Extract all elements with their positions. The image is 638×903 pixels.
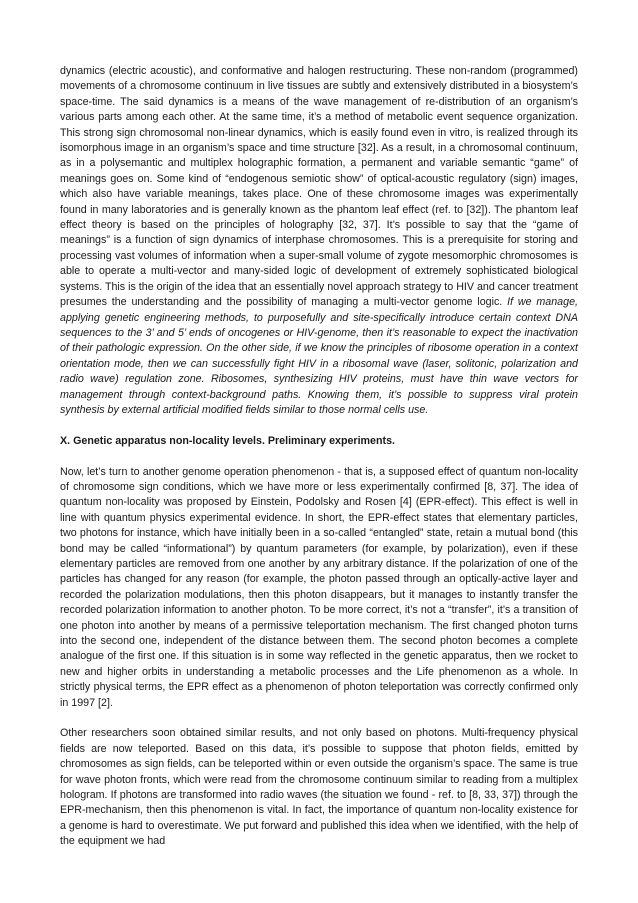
document-page [60, 64, 578, 865]
section-heading: X. Genetic apparatus non-locality levels. Preliminary experiments. [60, 434, 396, 447]
paragraph-3: Other researchers soon obtained similar results, and not only based on photons. Multi-frequency physical fields are now teleported. Based on this data, it’s possible to suppose that photon fields, emitted by chromosomes as sign fields, can be teleported within or even outside the organism’s space. The same is true for wave photon fronts, which were read from the chromosome continuum similar to reading from a multiplex hologram. If photons are transformed into radio waves (the situation we found - ref. to [8, 33, 37]) through the EPR-mechanism, then this phenomenon is vital. In fact, the importance of quantum non-locality existence for a genome is hard to overestimate. We put forward and published this idea when we identified, with the help of the equipment we had [60, 727, 578, 848]
paragraph-1-italic-text: If we manage, applying genetic engineering methods, to purposefully and site-specifically introduce certain context DNA sequences to the 3’ and 5’ ends of oncogenes or HIV-genome, then it’s reasonable to expect the inactivation of their pathologic expression. On the other side, if we know the principles of ribosome operation in a context orientation mode, then we can successfully fight HIV in a ribosomal wave (laser, solitonic, polarization and radio wave) regulation zone. Ribosomes, synthesizing HIV proteins, must have thin wave vectors for management through context-background paths. Knowing them, it’s possible to suppress viral protein synthesis by external artificial modified fields similar to those normal cells use. [60, 296, 578, 416]
paragraph-1-plain-text: dynamics (electric acoustic), and conformative and halogen restructuring. These non-random (programmed) movements of a chromosome continuum in live tissues are subtly and extensively distributed in a biosystem’s space-time. The said dynamics is a means of the wave management of re-distribution of an organism’s various parts among each other. At the same time, it’s a method of metabolic event sequence organization. This strong sign chromosomal non-linear dynamics, which is easily found even in vitro, is realized through its isomorphous image in an organism’s space and time structure [32]. As a result, in a chromosomal continuum, as in a polysemantic and multiplex holographic formation, a permanent and variable semantic “game” of meanings goes on. Some kind of “endogenous semiotic show” of optical-acoustic regulatory (sign) images, which also have variable meanings, takes place. One of these chromosome images was experimentally found in many laboratories and is generally known as the phantom leaf effect (ref. to [32]). The phantom leaf effect theory is based on the principles of holography [32, 37]. It’s possible to say that the “game of meanings” is a function of sign dynamics of interphase chromosomes. This is a prerequisite for storing and processing vast volumes of information when a super-small volume of zygote mesomorphic chromosomes is able to operate a multi-vector and many-sided logic of development of extremely sophisticated biological systems. This is the origin of the idea that an essentially novel approach strategy to HIV and cancer treatment presumes the understanding and the possibility of managing a multi-vector genome logic. [60, 65, 578, 309]
paragraph-1 [60, 64, 578, 418]
paragraph-2: Now, let’s turn to another genome operation phenomenon - that is, a supposed effect of quantum non-locality of chromosome sign conditions, which we have more or less experimentally confirmed [8, 37]. The idea of quantum non-locality was proposed by Einstein, Podolsky and Rosen [4] (EPR-effect). This effect is well in line with quantum physics experimental evidence. In short, the EPR-effect states that elementary particles, two photons for instance, which have initially been in a so-called “entangled” state, retain a mutual bond (this bond may be called “informational”) by quantum parameters (for example, by polarization), even if these elementary particles are removed from one another by any arbitrary distance. If the polarization of one of the particles has changed for any reason (for example, the photon passed through an optically-active layer and recorded the polarization modulations, then this photon disappears, but it manages to instantly transfer the recorded polarization information to another photon. To be more correct, it’s not a “transfer”, it’s a transition of one photon into another by means of a permissive teleportation mechanism. The first changed photon turns into the second one, independent of the distance between them. The second photon becomes a complete analogue of the first one. If this situation is in some way reflected in the genetic apparatus, then we rocket to new and higher orbits in understanding a metabolic processes and the Life phenomenon as a whole. In strictly physical terms, the EPR effect as a phenomenon of photon teleportation was correctly confirmed only in 1997 [2]. [60, 465, 578, 709]
